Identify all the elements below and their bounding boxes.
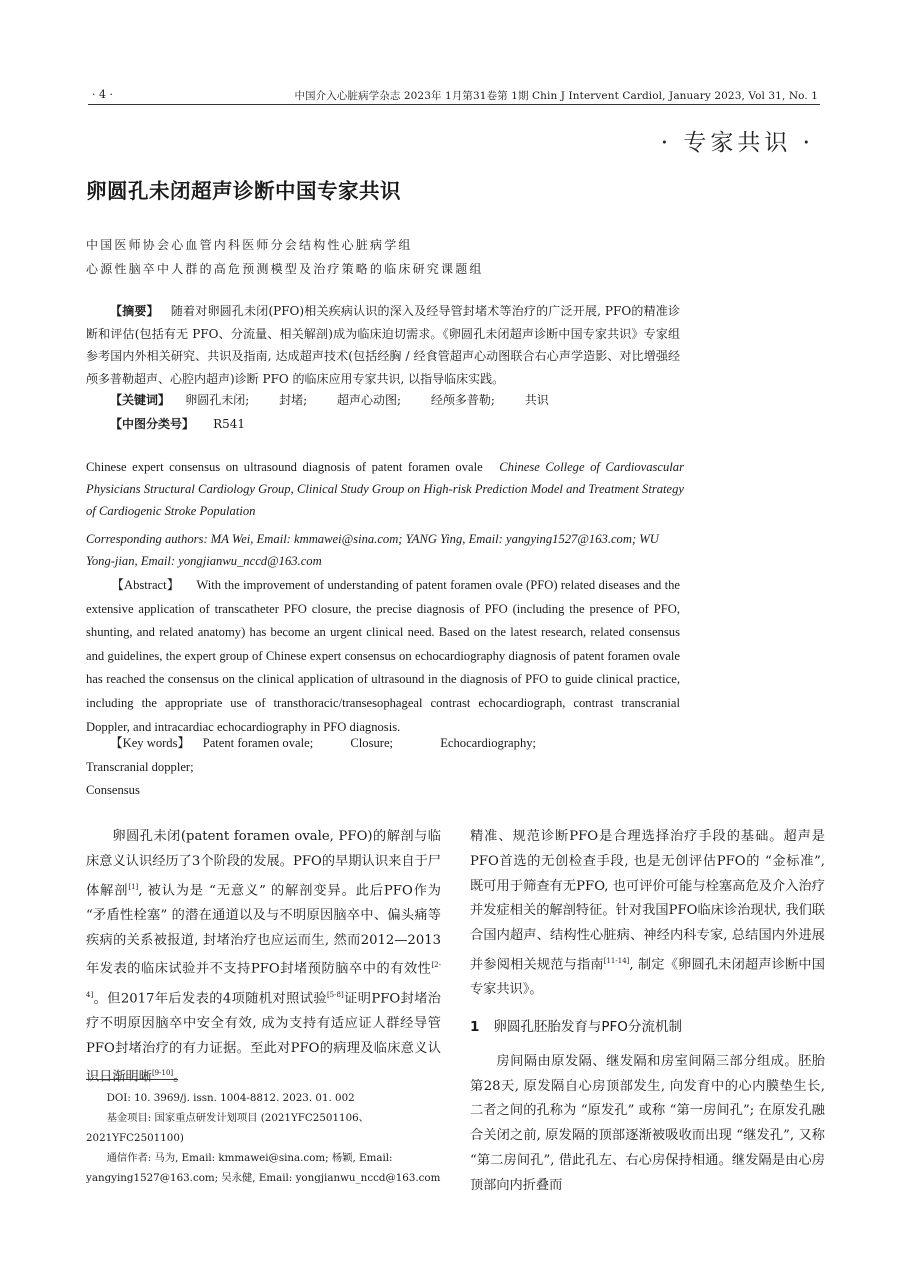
english-keyword: Closure; [350,736,394,750]
keyword-cn: 经颅多普勒; [430,393,495,407]
classification-label: 【中图分类号】 [110,417,195,431]
body-text: , 制定《卵圆孔未闭超声诊断中国专家共识》。 [470,957,825,998]
body-text: , 被认为是 “无意义” 的解剖变异。此后PFO作为 “矛盾性栓塞” 的潜在通道以及与不明原因脑卒中、偏头痛等疾病的关系被报道, 封堵治疗也应运而生, 然而2012—2013年发表的临床试验并不支持PFO封堵预防脑卒中的有效性 [86,882,441,977]
section-heading [470,1015,825,1040]
author-group-2: 心源性脑卒中人群的高危预测模型及治疗策略的临床研究课题组 [86,262,484,276]
journal-header: 中国介入心脏病学杂志 2023年 1月第31卷第 1期 Chin J Intervent Cardiol, January 2023, Vol 31, No. 1 [294,90,818,102]
english-abstract [86,574,680,739]
classification-value: R541 [213,417,246,431]
english-keywords-label: 【Key words】 [110,736,191,750]
english-title-block [86,456,684,522]
english-keyword: Consensus [86,783,140,798]
keywords-cn [110,391,575,408]
keyword-cn: 卵圆孔未闭; [185,393,250,407]
body-text: 。 [173,1069,187,1085]
keywords-cn-label: 【关键词】 [110,393,171,407]
section-title: 卵圆孔胚胎发育与PFO分流机制 [493,1018,682,1035]
english-keywords [86,732,680,803]
body-paragraph: 房间隔由原发隔、继发隔和房室间隔三部分组成。胚胎第28天, 原发隔自心房顶部发生, 向发育中的心内膜垫生长, 二者之间的孔称为 “原发孔” 或称 “第一房间孔”; 在原发孔融合关闭之前, 原发隔的顶部逐渐被吸收而出现 “继发孔”, 又称 “第二房间孔”, 借此孔左、右心房保持相通。继发隔是由心房顶部向内折叠而 [470,1053,825,1193]
body-paragraph [86,825,441,1091]
body-paragraph [470,825,825,1003]
classification [110,415,245,432]
keyword-cn: 超声心动图; [337,393,402,407]
english-title: Chinese expert consensus on ultrasound diagnosis of patent foramen ovale [86,460,483,474]
citation: [2-4] [86,961,441,999]
english-keyword: Patent foramen ovale; [202,736,314,750]
footnote-rule [86,1079,178,1080]
citation: [9-10] [151,1069,174,1078]
body-text: 。但2017年后发表的4项随机对照试验 [93,990,327,1006]
citation: [5-8] [326,990,344,999]
body-right-column [470,825,825,1199]
page-number: · 4 · [92,88,113,101]
abstract-cn [86,300,680,390]
body-left-column [86,825,441,1091]
section-number: 1 [470,1018,480,1035]
citation: [11-14] [603,956,630,965]
body-text: 卵圆孔未闭(patent foramen ovale, PFO)的解剖与临床意义认识经历了3个阶段的发展。PFO的早期认识来自于尸体解剖 [86,829,441,898]
english-abstract-text: With the improvement of understanding of patent foramen ovale (PFO) related diseases and the extensive application of transcatheter PFO closure, the precise diagnosis of PFO (including the presence of PFO, shunting, and related anatomy) has become an urgent clinical need. Based on the latest research, related consensus and guidelines, the expert group of Chinese expert consensus on echocardiography diagnosis of patent foramen ovale has reached the consensus on the clinical application of ultrasound in the diagnosis of PFO to guide clinical practice, including the appropriate use of transthoracic/transesophageal contrast echocardiograph, contrast transcranial Doppler, and intracardiac echocardiography in PFO diagnosis. [86,578,680,734]
footnote-corresponding: 通信作者: 马为, Email: kmmawei@sina.com; 杨颖, Email: yangying1527@163.com; 吴永健, Email: yongjianwu_nccd@163.com [86,1152,441,1184]
keyword-cn: 共识 [524,393,549,407]
body-text: 证明PFO封堵治疗不明原因脑卒中安全有效, 成为支持有适应证人群经导管PFO封堵治疗的有力证据。至此对PFO的病理及临床意义认识日渐明晰 [86,990,441,1085]
section-tag: · 专家共识 · [660,130,814,156]
article-title: 卵圆孔未闭超声诊断中国专家共识 [86,179,401,203]
english-keyword: Echocardiography; [440,736,537,750]
english-author-groups: Chinese College of Cardiovascular Physicians Structural Cardiology Group, Clinical Study Group on High-risk Prediction Model and Treatment Strategy of Cardiogenic Stroke Population [86,460,684,518]
footnote-fund: 基金项目: 国家重点研发计划项目 (2021YFC2501106、2021YFC2501100) [86,1112,369,1144]
abstract-cn-label: 【摘要】 [110,304,159,318]
english-keyword: Transcranial doppler; [86,759,194,774]
author-group-1: 中国医师协会心血管内科医师分会结构性心脏病学组 [86,238,413,252]
footnotes [86,1088,444,1188]
keyword-cn: 封堵; [279,393,308,407]
footnote-doi: DOI: 10. 3969/j. issn. 1004-8812. 2023. 01. 002 [106,1092,355,1104]
english-corresponding: Corresponding authors: MA Wei, Email: kmmawei@sina.com; YANG Ying, Email: yangying1527@163.com; WU Yong-jian, Email: yongjianwu_nccd@163.com [86,532,659,568]
abstract-cn-text: 随着对卵圆孔未闭(PFO)相关疾病认识的深入及经导管封堵术等治疗的广泛开展, PFO的精准诊断和评估(包括有无 PFO、分流量、相关解剖)成为临床迫切需求。《卵圆孔未闭超声诊断中国专家共识》专家组参考国内外相关研究、共识及指南, 达成超声技术(包括经胸 / 经食管超声心动图联合右心声学造影、对比增强经颅多普勒超声、心腔内超声)诊断 PFO 的临床应用专家共识, 以指导临床实践。 [86,304,680,386]
header-rule [88,104,820,105]
body-text: 精准、规范诊断PFO是合理选择治疗手段的基础。超声是PFO首选的无创检查手段, 也是无创评估PFO的 “金标准”, 既可用于筛查有无PFO, 也可评价可能与栓塞高危及介入治疗并发症相关的解剖特征。针对我国PFO临床诊治现状, 我们联合国内超声、结构性心脏病、神经内科专家, 总结国内外进展并参阅相关规范与指南 [470,829,825,973]
english-abstract-label: 【Abstract】 [111,578,180,592]
citation: [1] [128,882,139,891]
